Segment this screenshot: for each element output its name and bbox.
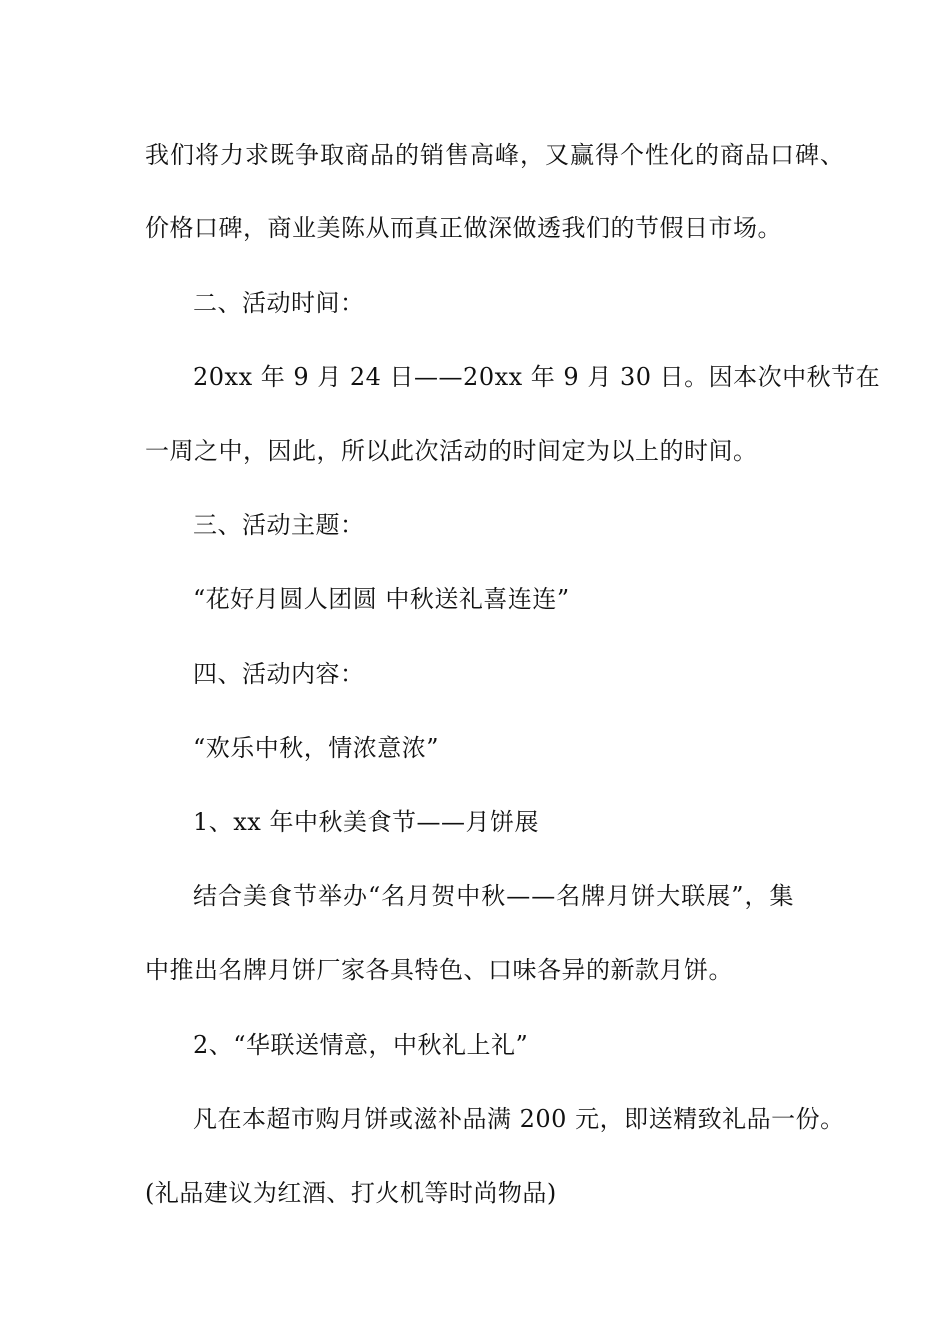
paragraph-line: 中推出名牌月饼厂家各具特色、口味各异的新款月饼。 — [145, 956, 733, 984]
list-item-heading: 2、“华联送情意，中秋礼上礼” — [193, 1031, 529, 1059]
paragraph-line: 一周之中，因此，所以此次活动的时间定为以上的时间。 — [145, 437, 758, 465]
paragraph-line: 20xx 年 9 月 24 日——20xx 年 9 月 30 日。因本次中秋节在 — [193, 363, 881, 391]
paragraph-line: 凡在本超市购月饼或滋补品满 200 元，即送精致礼品一份。 — [193, 1105, 845, 1133]
section-heading-content: 四、活动内容： — [193, 660, 365, 688]
section-heading-time: 二、活动时间： — [193, 289, 365, 317]
paragraph-line: 价格口碑，商业美陈从而真正做深做透我们的节假日市场。 — [145, 214, 782, 242]
paragraph-line: 结合美食节举办“名月贺中秋——名牌月饼大联展”，集 — [193, 882, 795, 910]
theme-slogan: “花好月圆人团圆 中秋送礼喜连连” — [193, 585, 570, 613]
content-slogan: “欢乐中秋，情浓意浓” — [193, 734, 440, 762]
section-heading-theme: 三、活动主题： — [193, 511, 365, 539]
paragraph-line: 我们将力求既争取商品的销售高峰，又赢得个性化的商品口碑、 — [145, 141, 845, 169]
list-item-heading: 1、xx 年中秋美食节——月饼展 — [193, 808, 539, 836]
paragraph-line: (礼品建议为红酒、打火机等时尚物品) — [145, 1179, 557, 1207]
